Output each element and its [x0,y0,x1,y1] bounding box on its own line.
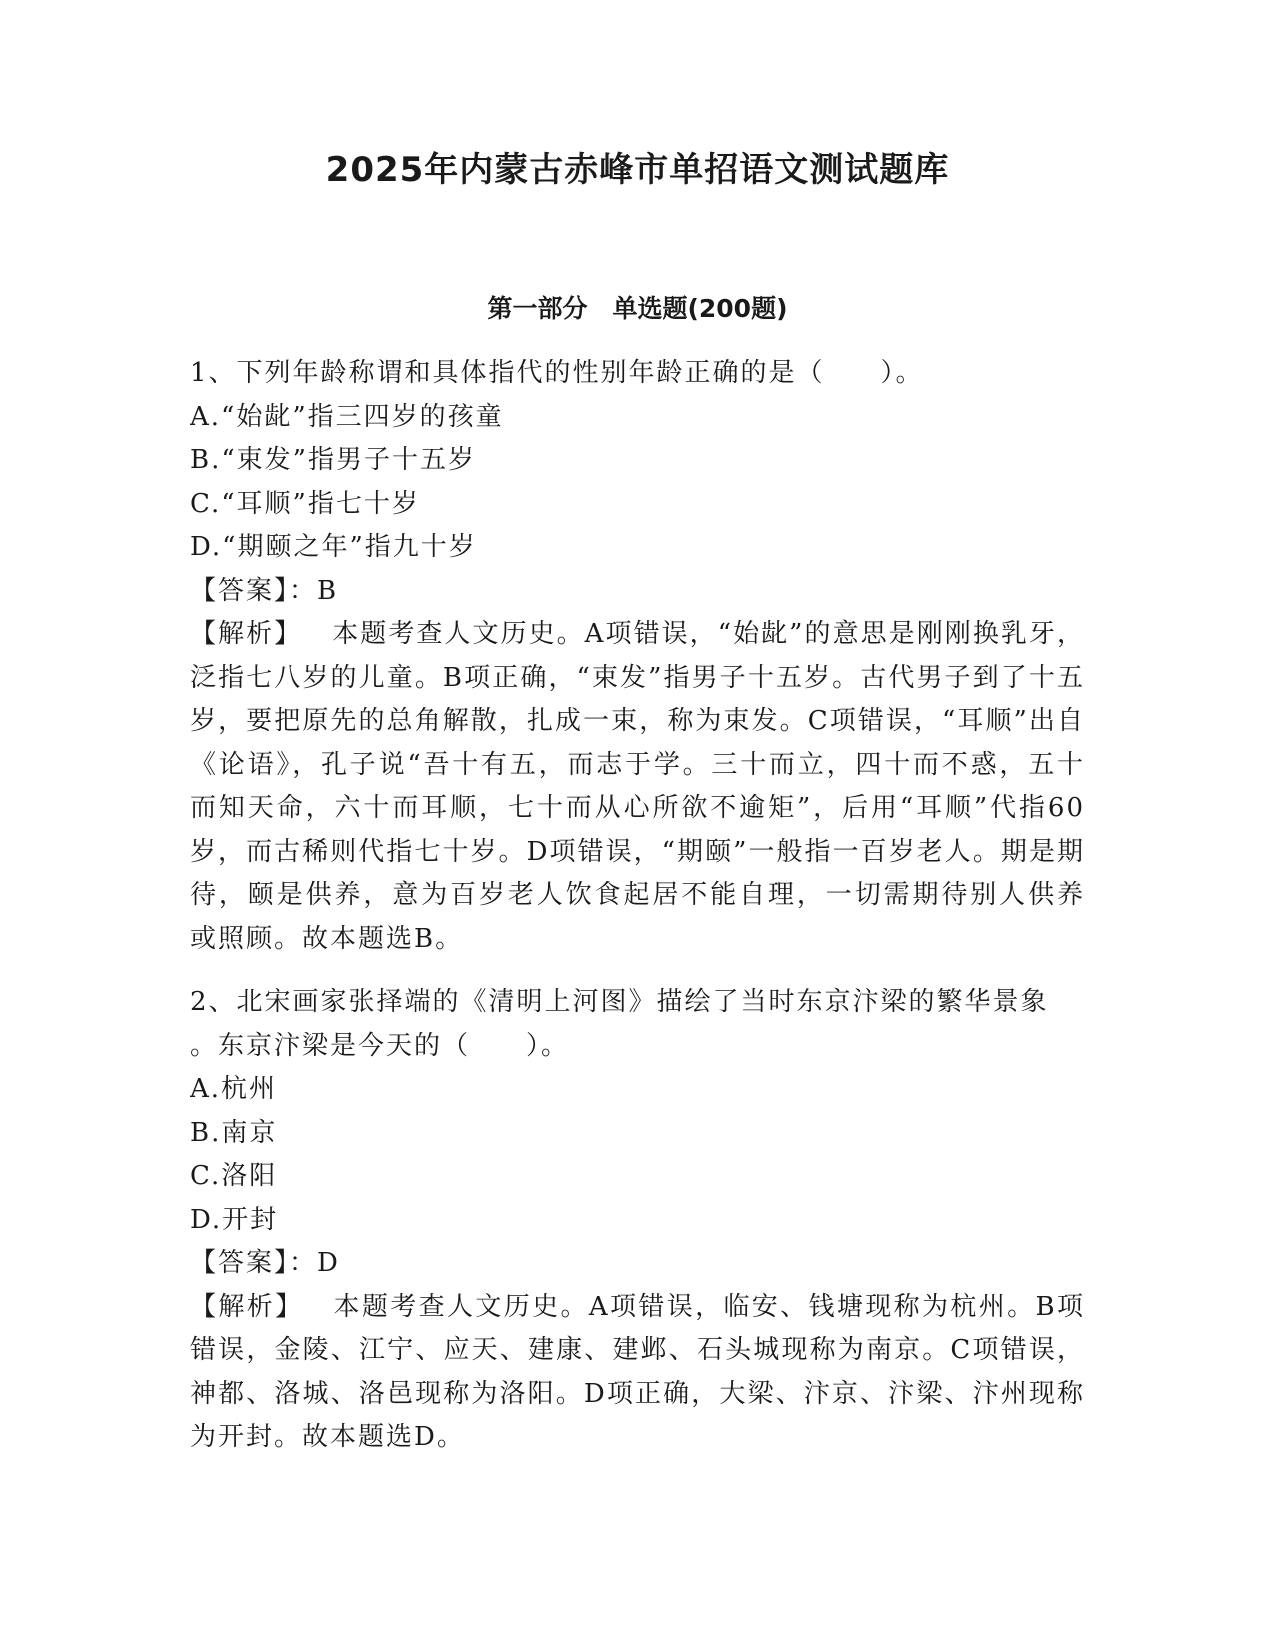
option-a: A.杭州 [190,1074,278,1104]
option-d: D.“期颐之年”指九十岁 [190,532,477,562]
option-b: B.“束发”指男子十五岁 [190,445,476,475]
question-1 [190,352,1085,961]
option-c: C.洛阳 [190,1161,278,1191]
analysis [190,613,1085,961]
answer: 【答案】：B [190,575,339,606]
question-list [190,352,1085,1460]
analysis [190,1286,1085,1460]
analysis-text: 本题考查人文历史。A项错误，临安、钱塘现称为杭州。B项错误，金陵、江宁、应天、建康、建邺、石头城现称为南京。C项错误，神都、洛城、洛邑现称为洛阳。D项正确，大梁、汴京、汴梁、汴州现称为开封。故本题选D。 [190,1291,1085,1452]
section-heading: 第一部分 单选题(200题) [487,294,788,323]
option-d: D.开封 [190,1204,279,1235]
document-title: 2025年内蒙古赤峰市单招语文测试题库 [325,150,950,190]
question-stem: 2、北宋画家张择端的《清明上河图》描绘了当时东京汴梁的繁华景象 [190,987,1049,1017]
analysis-label: 【解析】 [190,619,303,649]
option-c: C.“耳顺”指七十岁 [190,488,420,519]
option-a: A.“始龀”指三四岁的孩童 [190,401,504,432]
option-b: B.南京 [190,1117,278,1148]
answer: 【答案】：D [190,1248,340,1278]
analysis-label: 【解析】 [190,1291,304,1322]
analysis-text: 本题考查人文历史。A项错误，“始龀”的意思是刚刚换乳牙，泛指七八岁的儿童。B项正确，“束发”指男子十五岁。古代男子到了十五岁，要把原先的总角解散，扎成一束，称为束发。C项错误，“耳顺”出自《论语》，孔子说“吾十有五，而志于学。三十而立，四十而不惑，五十而知天命，六十而耳顺，七十而从心所欲不逾矩”，后用“耳顺”代指60岁，而古稀则代指七十岁。D项错误，“期颐”一般指一百岁老人。期是期待，颐是供养，意为百岁老人饮食起居不能自理，一切需期待别人供养或照顾。故本题选B。 [190,619,1085,954]
question-stem: 1、下列年龄称谓和具体指代的性别年龄正确的是（ ）。 [190,358,924,388]
question-2 [190,981,1085,1460]
question-stem-continued: 。东京汴梁是今天的（ ）。 [190,1030,570,1061]
